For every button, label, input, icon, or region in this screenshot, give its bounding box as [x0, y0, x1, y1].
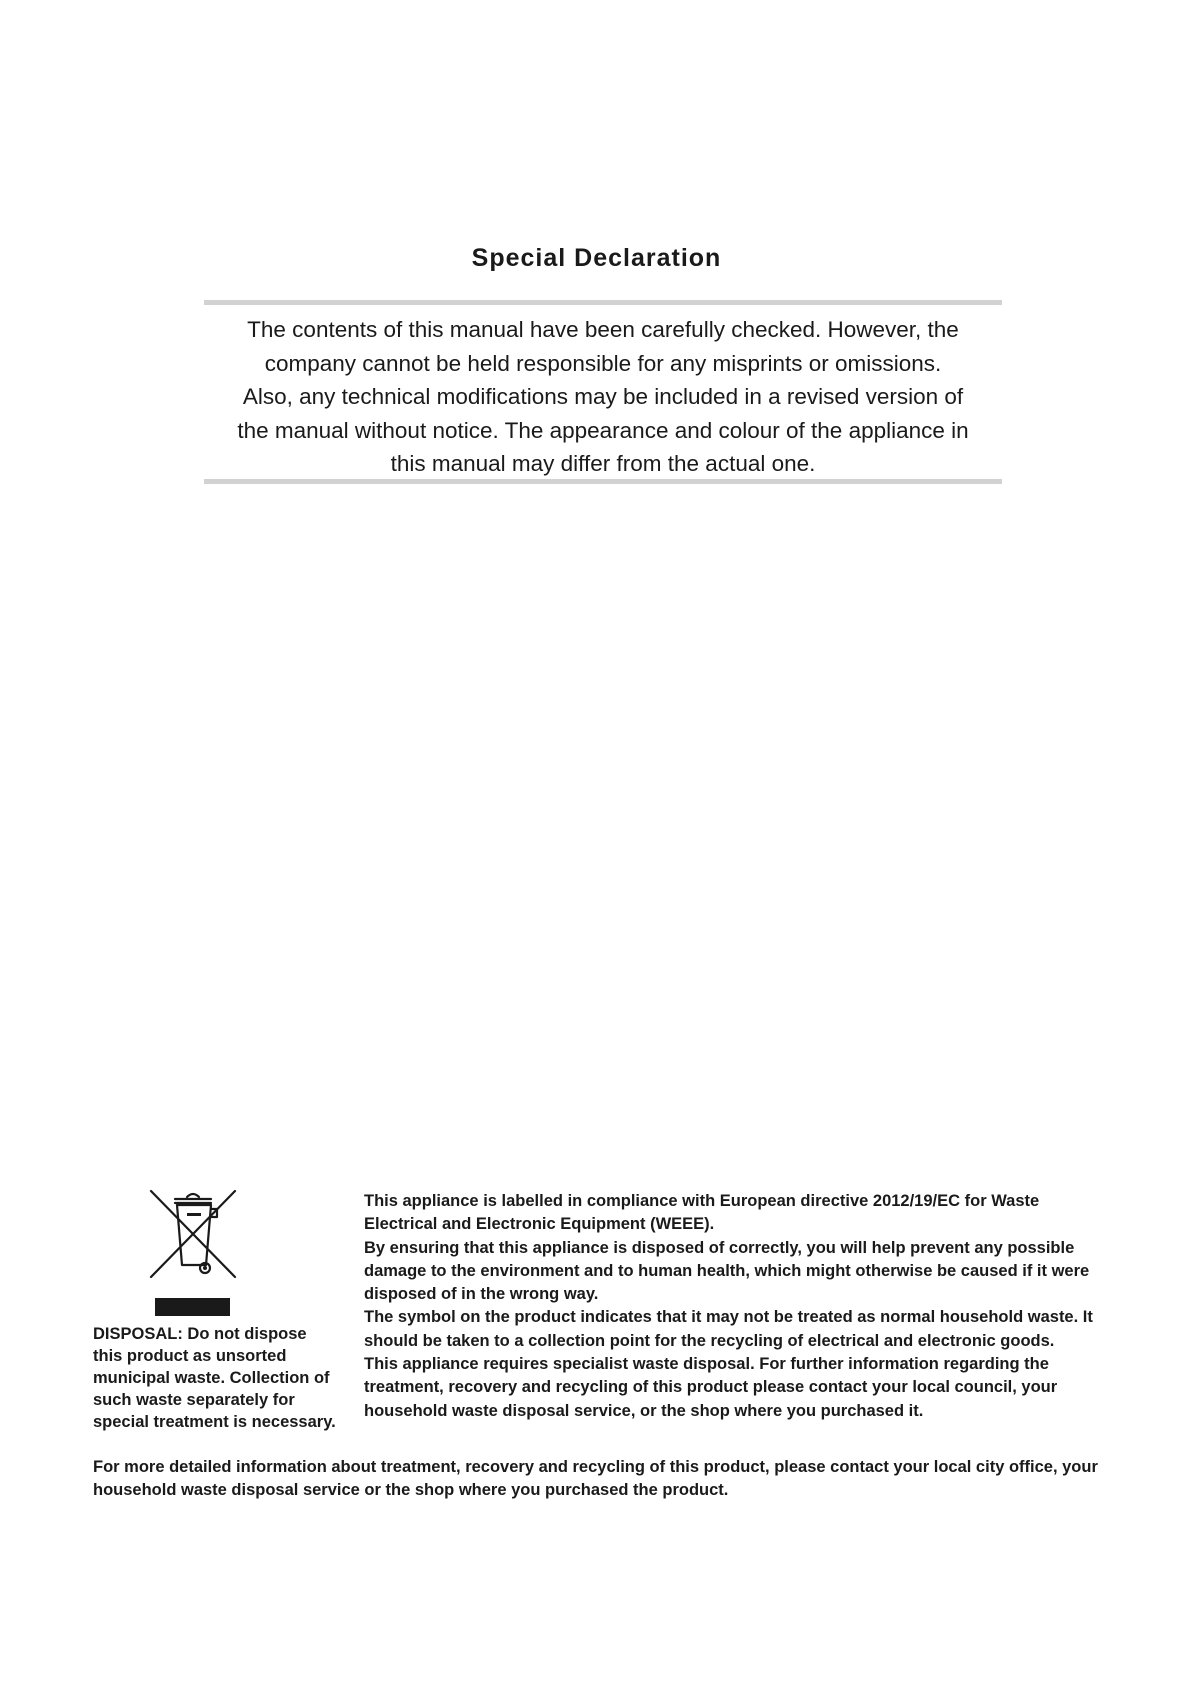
crossed-out-wheelie-bin-icon: [145, 1185, 241, 1281]
declaration-top-rule: [204, 300, 1002, 305]
weee-paragraph: This appliance requires specialist waste disposal. For further information regarding the treatment, recovery and recycling of this product please contact your local council, your household waste disposal service, or the shop where you purchased it.: [364, 1355, 1058, 1420]
weee-paragraph: By ensuring that this appliance is disposed of correctly, you will help prevent any possible damage to the environment and to human health, which might otherwise be caused if it were disposed of in the wrong way.: [364, 1238, 1090, 1304]
page-title: Special Declaration: [471, 244, 722, 272]
declaration-line: Also, any technical modifications may be included in a revised version of: [242, 384, 964, 409]
declaration-line: the manual without notice. The appearance and colour of the appliance in: [237, 417, 969, 443]
weee-information: [364, 1190, 1114, 1423]
disposal-note: DISPOSAL: Do not dispose this product as unsorted municipal waste. Collection of such waste separately for special treatment is necessary.: [93, 1325, 336, 1431]
declaration-line: The contents of this manual have been carefully checked. However, the: [247, 317, 959, 342]
weee-paragraph: This appliance is labelled in compliance with European directive 2012/19/EC for Waste Electrical and Electronic Equipment (WEEE).: [364, 1192, 1040, 1234]
declaration-line: company cannot be held responsible for any misprints or omissions.: [264, 350, 942, 376]
declaration-text: [204, 313, 1002, 481]
declaration-bottom-rule: [204, 479, 1002, 484]
weee-paragraph: The symbol on the product indicates that it may not be treated as normal household waste. It should be taken to a collection point for the recycling of electrical and electronic goods.: [364, 1308, 1093, 1350]
recycling-contact-note: For more detailed information about treatment, recovery and recycling of this product, please contact your local city office, your household waste disposal service or the shop where you purchased the product.: [93, 1458, 1098, 1499]
declaration-line: this manual may differ from the actual one.: [390, 451, 816, 476]
weee-bar-marker: [155, 1298, 230, 1316]
